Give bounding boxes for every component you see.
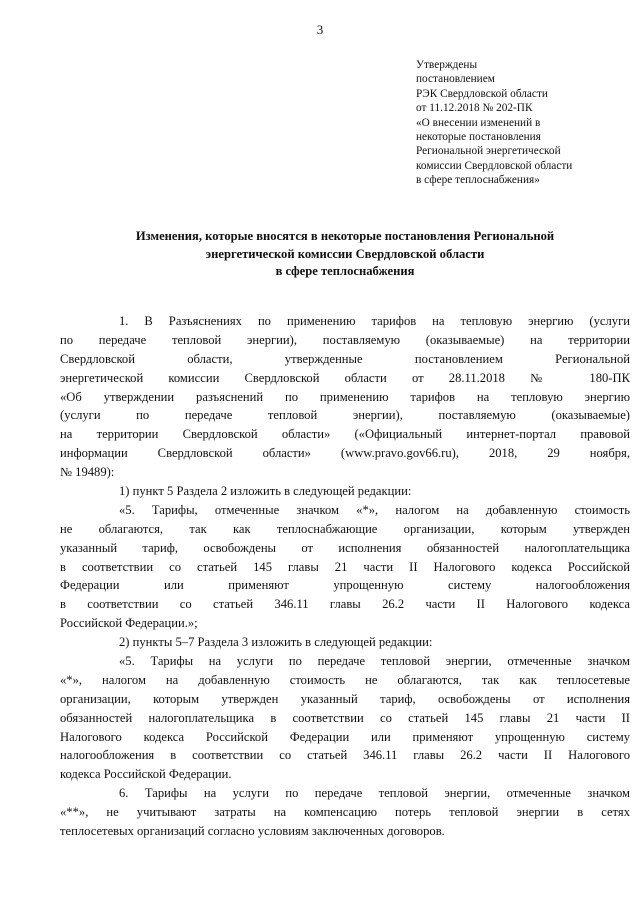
approval-line: в сфере теплоснабжения» — [416, 174, 540, 187]
body-line: 1) пункт 5 Раздела 2 изложить в следующей редакции: — [119, 484, 412, 499]
body-line: 1. В Разъяснениях по применению тарифов на тепловую энергию (услуги — [119, 314, 630, 328]
approval-line: некоторые постановления — [416, 131, 541, 144]
document-body — [60, 312, 630, 841]
page-number: 3 — [316, 22, 324, 37]
body-line: «Об утверждении разъяснений по применению тарифов на тепловую энергию — [60, 389, 630, 404]
body-line: 6. Тарифы на услуги по передаче тепловой энергии, отмеченные значком — [119, 786, 630, 801]
body-line: на территории Свердловской области» («Официальный интернет-портал правовой — [60, 427, 630, 442]
body-line: Налогового кодекса Российской Федерации или применяют упрощенную систему — [60, 729, 630, 744]
body-line: 2) пункты 5–7 Раздела 3 изложить в следующей редакции: — [119, 635, 433, 650]
body-line: «**», не учитывают затраты на компенсацию потерь тепловой энергии в сетях — [60, 805, 630, 820]
approval-block — [416, 58, 616, 188]
approval-line: «О внесении изменений в — [416, 116, 541, 129]
approval-line: Утверждены — [416, 59, 478, 71]
body-line: в соответствии со статьей 346.11 главы 26.2 части II Налогового кодекса — [60, 597, 630, 612]
approval-line: РЭК Свердловской области — [416, 87, 548, 100]
body-line: № 19489): — [60, 465, 115, 480]
body-line: в соответствии со статьей 145 главы 21 части II Налогового кодекса Российской — [60, 559, 630, 574]
body-line: кодекса Российской Федерации. — [60, 767, 232, 782]
approval-line: Региональной энергетической — [416, 145, 561, 158]
body-line: (услуги по передаче тепловой энергии), поставляемую (оказываемые) — [60, 408, 630, 423]
body-line: указанный тариф, освобождены от исполнения обязанностей налогоплательщика — [60, 540, 630, 555]
body-line: Свердловской области, утвержденные постановлением Региональной — [60, 351, 630, 366]
approval-line: от 11.12.2018 № 202-ПК — [416, 102, 533, 115]
approval-line: комиссии Свердловской области — [416, 159, 573, 172]
body-line: по передаче тепловой энергии), поставляемую (оказываемые) на территории — [60, 332, 630, 347]
approval-line: постановлением — [416, 73, 495, 86]
body-line: налогообложения в соответствии со статьей 346.11 главы 26.2 части II Налогового — [60, 748, 630, 763]
document-title — [60, 228, 630, 281]
body-line: «*», налогом на добавленную стоимость не облагаются, так как теплосетевые — [60, 672, 630, 687]
body-line: Российской Федерации.»; — [60, 616, 198, 631]
body-line: «5. Тарифы на услуги по передаче тепловой энергии, отмеченные значком — [119, 654, 630, 669]
title-line: в сфере теплоснабжения — [275, 264, 415, 279]
body-line: Федерации или применяют упрощенную систему налогообложения — [60, 578, 630, 593]
title-line: энергетической комиссии Свердловской области — [205, 246, 485, 261]
body-line: обязанностей налогоплательщика в соответствии со статьей 145 главы 21 части II — [60, 710, 630, 725]
body-line: теплосетевых организаций согласно условиям заключенных договоров. — [60, 824, 445, 839]
body-line: организации, которым утвержден указанный тариф, освобождены от исполнения — [60, 691, 630, 706]
title-line: Изменения, которые вносятся в некоторые постановления Региональной — [135, 229, 555, 243]
body-line: «5. Тарифы, отмеченные значком «*», налогом на добавленную стоимость — [119, 502, 630, 517]
body-line: не облагаются, так как теплоснабжающие организации, которым утвержден — [60, 521, 630, 536]
body-line: энергетической комиссии Свердловской области от 28.11.2018 № 180-ПК — [60, 370, 630, 385]
body-line: информации Свердловской области» (www.pravo.gov66.ru), 2018, 29 ноября, — [60, 446, 630, 461]
